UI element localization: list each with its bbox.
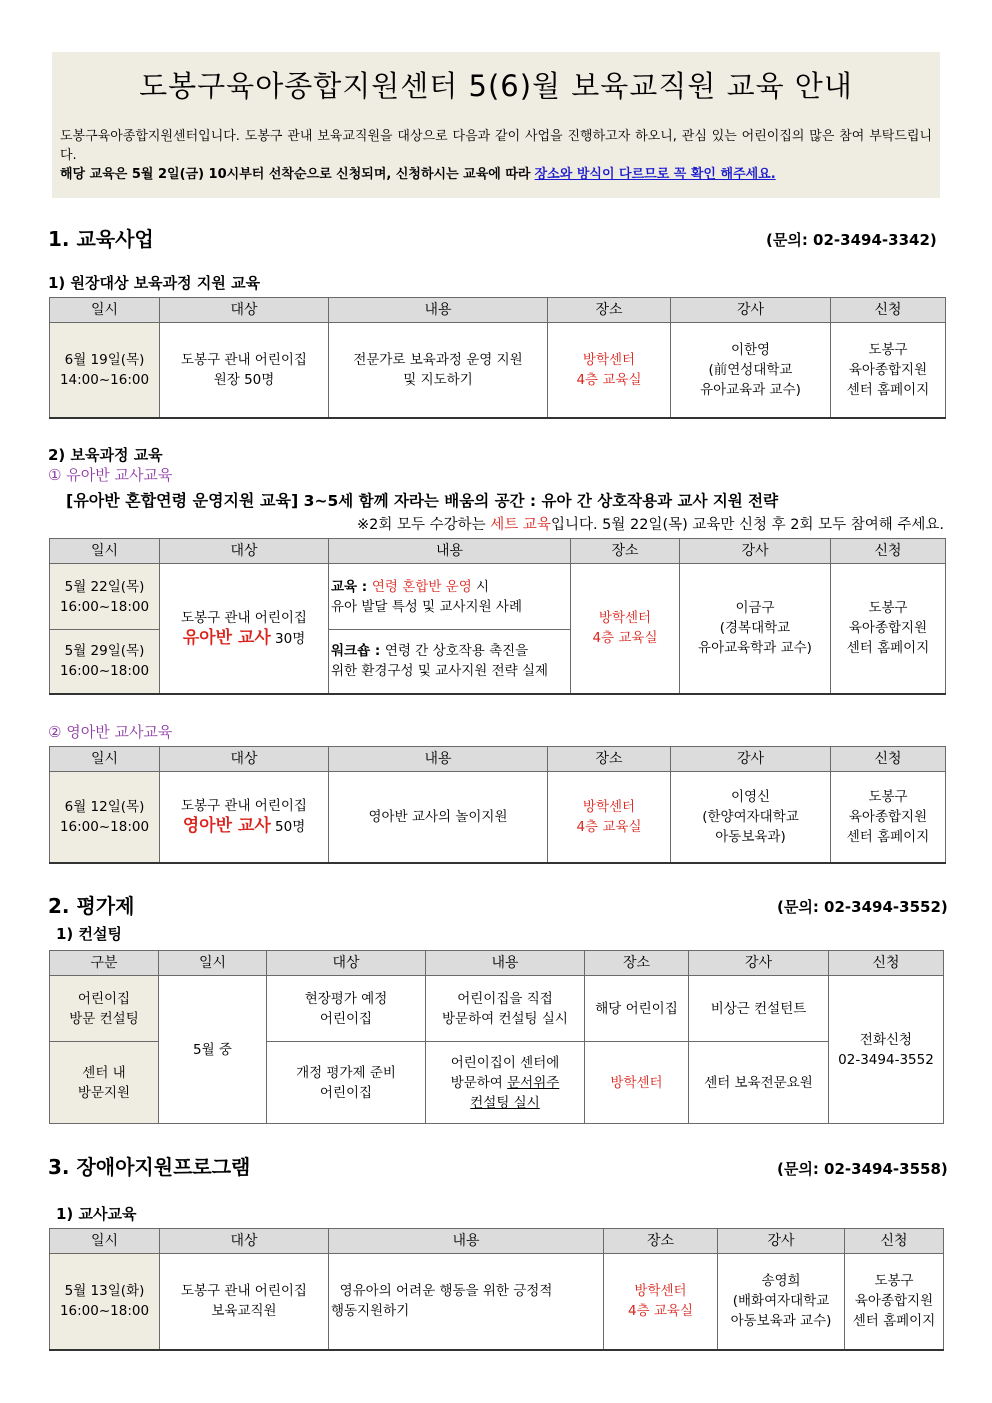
col-header: 일시 (50, 298, 160, 323)
col-header: 장소 (548, 747, 671, 772)
notice-text: 해당 교육은 5월 2일(금) 10시부터 선착순으로 신청되며, 신청하시는 교육에 따라 (60, 167, 531, 182)
apply-cell: 도봉구 육아종합지원 센터 홈페이지 (831, 564, 946, 694)
section3-contact: (문의: 02-3494-3558) (777, 1160, 948, 1178)
col-header: 강사 (671, 747, 831, 772)
col-header: 신청 (845, 1229, 944, 1254)
content-cell: 어린이집을 직접 방문하여 컨설팅 실시 (426, 976, 585, 1042)
col-header: 내용 (329, 298, 548, 323)
content-cell: 전문가로 보육과정 운영 지원 및 지도하기 (329, 323, 548, 418)
content-cell: 교육 : 연령 혼합반 운영 시 유아 발달 특성 및 교사지원 사례 (329, 564, 571, 630)
col-header: 신청 (831, 539, 946, 564)
col-header: 대상 (160, 539, 329, 564)
table-row (50, 1254, 944, 1350)
date-cell: 6월 12일(목) 16:00~18:00 (50, 772, 160, 863)
section2-title: 2. 평가제 (48, 894, 135, 918)
col-header: 대상 (160, 1229, 329, 1254)
section2-contact: (문의: 02-3494-3552) (777, 898, 948, 916)
col-header: 신청 (831, 747, 946, 772)
place-cell: 해당 어린이집 (585, 976, 689, 1042)
category-cell: 어린이집 방문 컨설팅 (50, 976, 159, 1042)
col-header: 강사 (718, 1229, 845, 1254)
col-header: 대상 (160, 747, 329, 772)
table-infant-education (49, 746, 946, 864)
toddler-headline: [유아반 혼합연령 운영지원 교육] 3~5세 함께 자라는 배움의 공간 : 유아 간 상호작용과 교사 지원 전략 (66, 491, 779, 510)
lecturer-cell: 센터 보육전문요원 (689, 1042, 829, 1124)
target-cell: 현장평가 예정 어린이집 (267, 976, 426, 1042)
lecturer-cell: 이금구 (경복대학교 유아교육학과 교수) (680, 564, 831, 694)
section2-sub1-title: 1) 컨설팅 (56, 925, 122, 943)
col-header: 일시 (50, 1229, 160, 1254)
content-cell: 영유아의 어려운 행동을 위한 긍정적 행동지원하기 (329, 1254, 604, 1350)
set-education-note: ※2회 모두 수강하는 세트 교육입니다. 5월 22일(목) 교육만 신청 후 2회 모두 참여해 주세요. (357, 517, 944, 533)
col-header: 장소 (571, 539, 680, 564)
target-cell: 도봉구 관내 어린이집 영아반 교사 50명 (160, 772, 329, 863)
section1-sub2-title: 2) 보육과정 교육 (48, 446, 163, 464)
content-cell: 워크숍 : 연령 간 상호작용 촉진을 위한 환경구성 및 교사지원 전략 실제 (329, 630, 571, 694)
date-cell: 5월 13일(화) 16:00~18:00 (50, 1254, 160, 1350)
apply-cell: 도봉구 육아종합지원 센터 홈페이지 (831, 772, 946, 863)
section1-contact: (문의: 02-3494-3342) (766, 231, 937, 249)
table-director-education (49, 297, 946, 419)
col-header: 강사 (680, 539, 831, 564)
col-header: 일시 (159, 951, 267, 976)
col-header: 대상 (160, 298, 329, 323)
target-cell: 도봉구 관내 어린이집 유아반 교사 30명 (160, 564, 329, 694)
col-header: 구분 (50, 951, 159, 976)
col-header: 강사 (689, 951, 829, 976)
col-header: 일시 (50, 747, 160, 772)
table-row (50, 564, 946, 630)
target-cell: 도봉구 관내 어린이집 보육교직원 (160, 1254, 329, 1350)
apply-cell: 전화신청 02-3494-3552 (829, 976, 944, 1124)
lecturer-cell: 비상근 컨설턴트 (689, 976, 829, 1042)
col-header: 신청 (829, 951, 944, 976)
content-cell: 어린이집이 센터에 방문하여 문서위주 컨설팅 실시 (426, 1042, 585, 1124)
apply-cell: 도봉구 육아종합지원 센터 홈페이지 (845, 1254, 944, 1350)
category-cell: 센터 내 방문지원 (50, 1042, 159, 1124)
col-header: 장소 (604, 1229, 718, 1254)
section3-title: 3. 장애아지원프로그램 (48, 1155, 251, 1179)
table-toddler-education (49, 538, 946, 695)
date-cell: 5월 22일(목) 16:00~18:00 (50, 564, 160, 630)
section1-title: 1. 교육사업 (48, 227, 154, 251)
col-header: 내용 (426, 951, 585, 976)
page-title: 도봉구육아종합지원센터 5(6)월 보육교직원 교육 안내 (139, 69, 853, 103)
place-cell: 방학센터 4층 교육실 (604, 1254, 718, 1350)
col-header: 대상 (267, 951, 426, 976)
toddler-education-label: ① 유아반 교사교육 (48, 466, 173, 484)
col-header: 내용 (329, 1229, 604, 1254)
infant-education-label: ② 영아반 교사교육 (48, 723, 173, 741)
notice-link[interactable]: 장소와 방식이 다르므로 꼭 확인 해주세요. (534, 167, 776, 182)
place-cell: 방학센터 4층 교육실 (571, 564, 680, 694)
lecturer-cell: 이영신 (한양여자대학교 아동보육과) (671, 772, 831, 863)
table-row (50, 976, 944, 1042)
col-header: 장소 (548, 298, 671, 323)
place-cell: 방학센터 4층 교육실 (548, 323, 671, 418)
period-cell: 5월 중 (159, 976, 267, 1124)
place-cell: 방학센터 4층 교육실 (548, 772, 671, 863)
date-cell: 5월 29일(목) 16:00~18:00 (50, 630, 160, 694)
col-header: 신청 (831, 298, 946, 323)
target-cell: 개정 평가제 준비 어린이집 (267, 1042, 426, 1124)
section1-sub1-title: 1) 원장대상 보육과정 지원 교육 (48, 274, 261, 292)
col-header: 일시 (50, 539, 160, 564)
table-teacher-education (49, 1228, 944, 1351)
apply-cell: 도봉구 육아종합지원 센터 홈페이지 (831, 323, 946, 418)
table-consulting (49, 950, 944, 1124)
lecturer-cell: 이한영 (前연성대학교 유아교육과 교수) (671, 323, 831, 418)
col-header: 내용 (329, 539, 571, 564)
table-row (50, 772, 946, 863)
col-header: 내용 (329, 747, 548, 772)
target-cell: 도봉구 관내 어린이집 원장 50명 (160, 323, 329, 418)
intro-text (60, 127, 932, 184)
content-cell: 영아반 교사의 놀이지원 (329, 772, 548, 863)
lecturer-cell: 송영희 (배화여자대학교 아동보육과 교수) (718, 1254, 845, 1350)
table-row (50, 323, 946, 418)
col-header: 장소 (585, 951, 689, 976)
section3-sub1-title: 1) 교사교육 (56, 1205, 137, 1223)
date-cell: 6월 19일(목) 14:00~16:00 (50, 323, 160, 418)
intro-body: 도봉구육아종합지원센터입니다. 도봉구 관내 보육교직원을 대상으로 다음과 같이 사업을 진행하고자 하오니, 관심 있는 어린이집의 많은 참여 부탁드립니다. (60, 129, 932, 163)
col-header: 강사 (671, 298, 831, 323)
place-cell: 방학센터 (585, 1042, 689, 1124)
